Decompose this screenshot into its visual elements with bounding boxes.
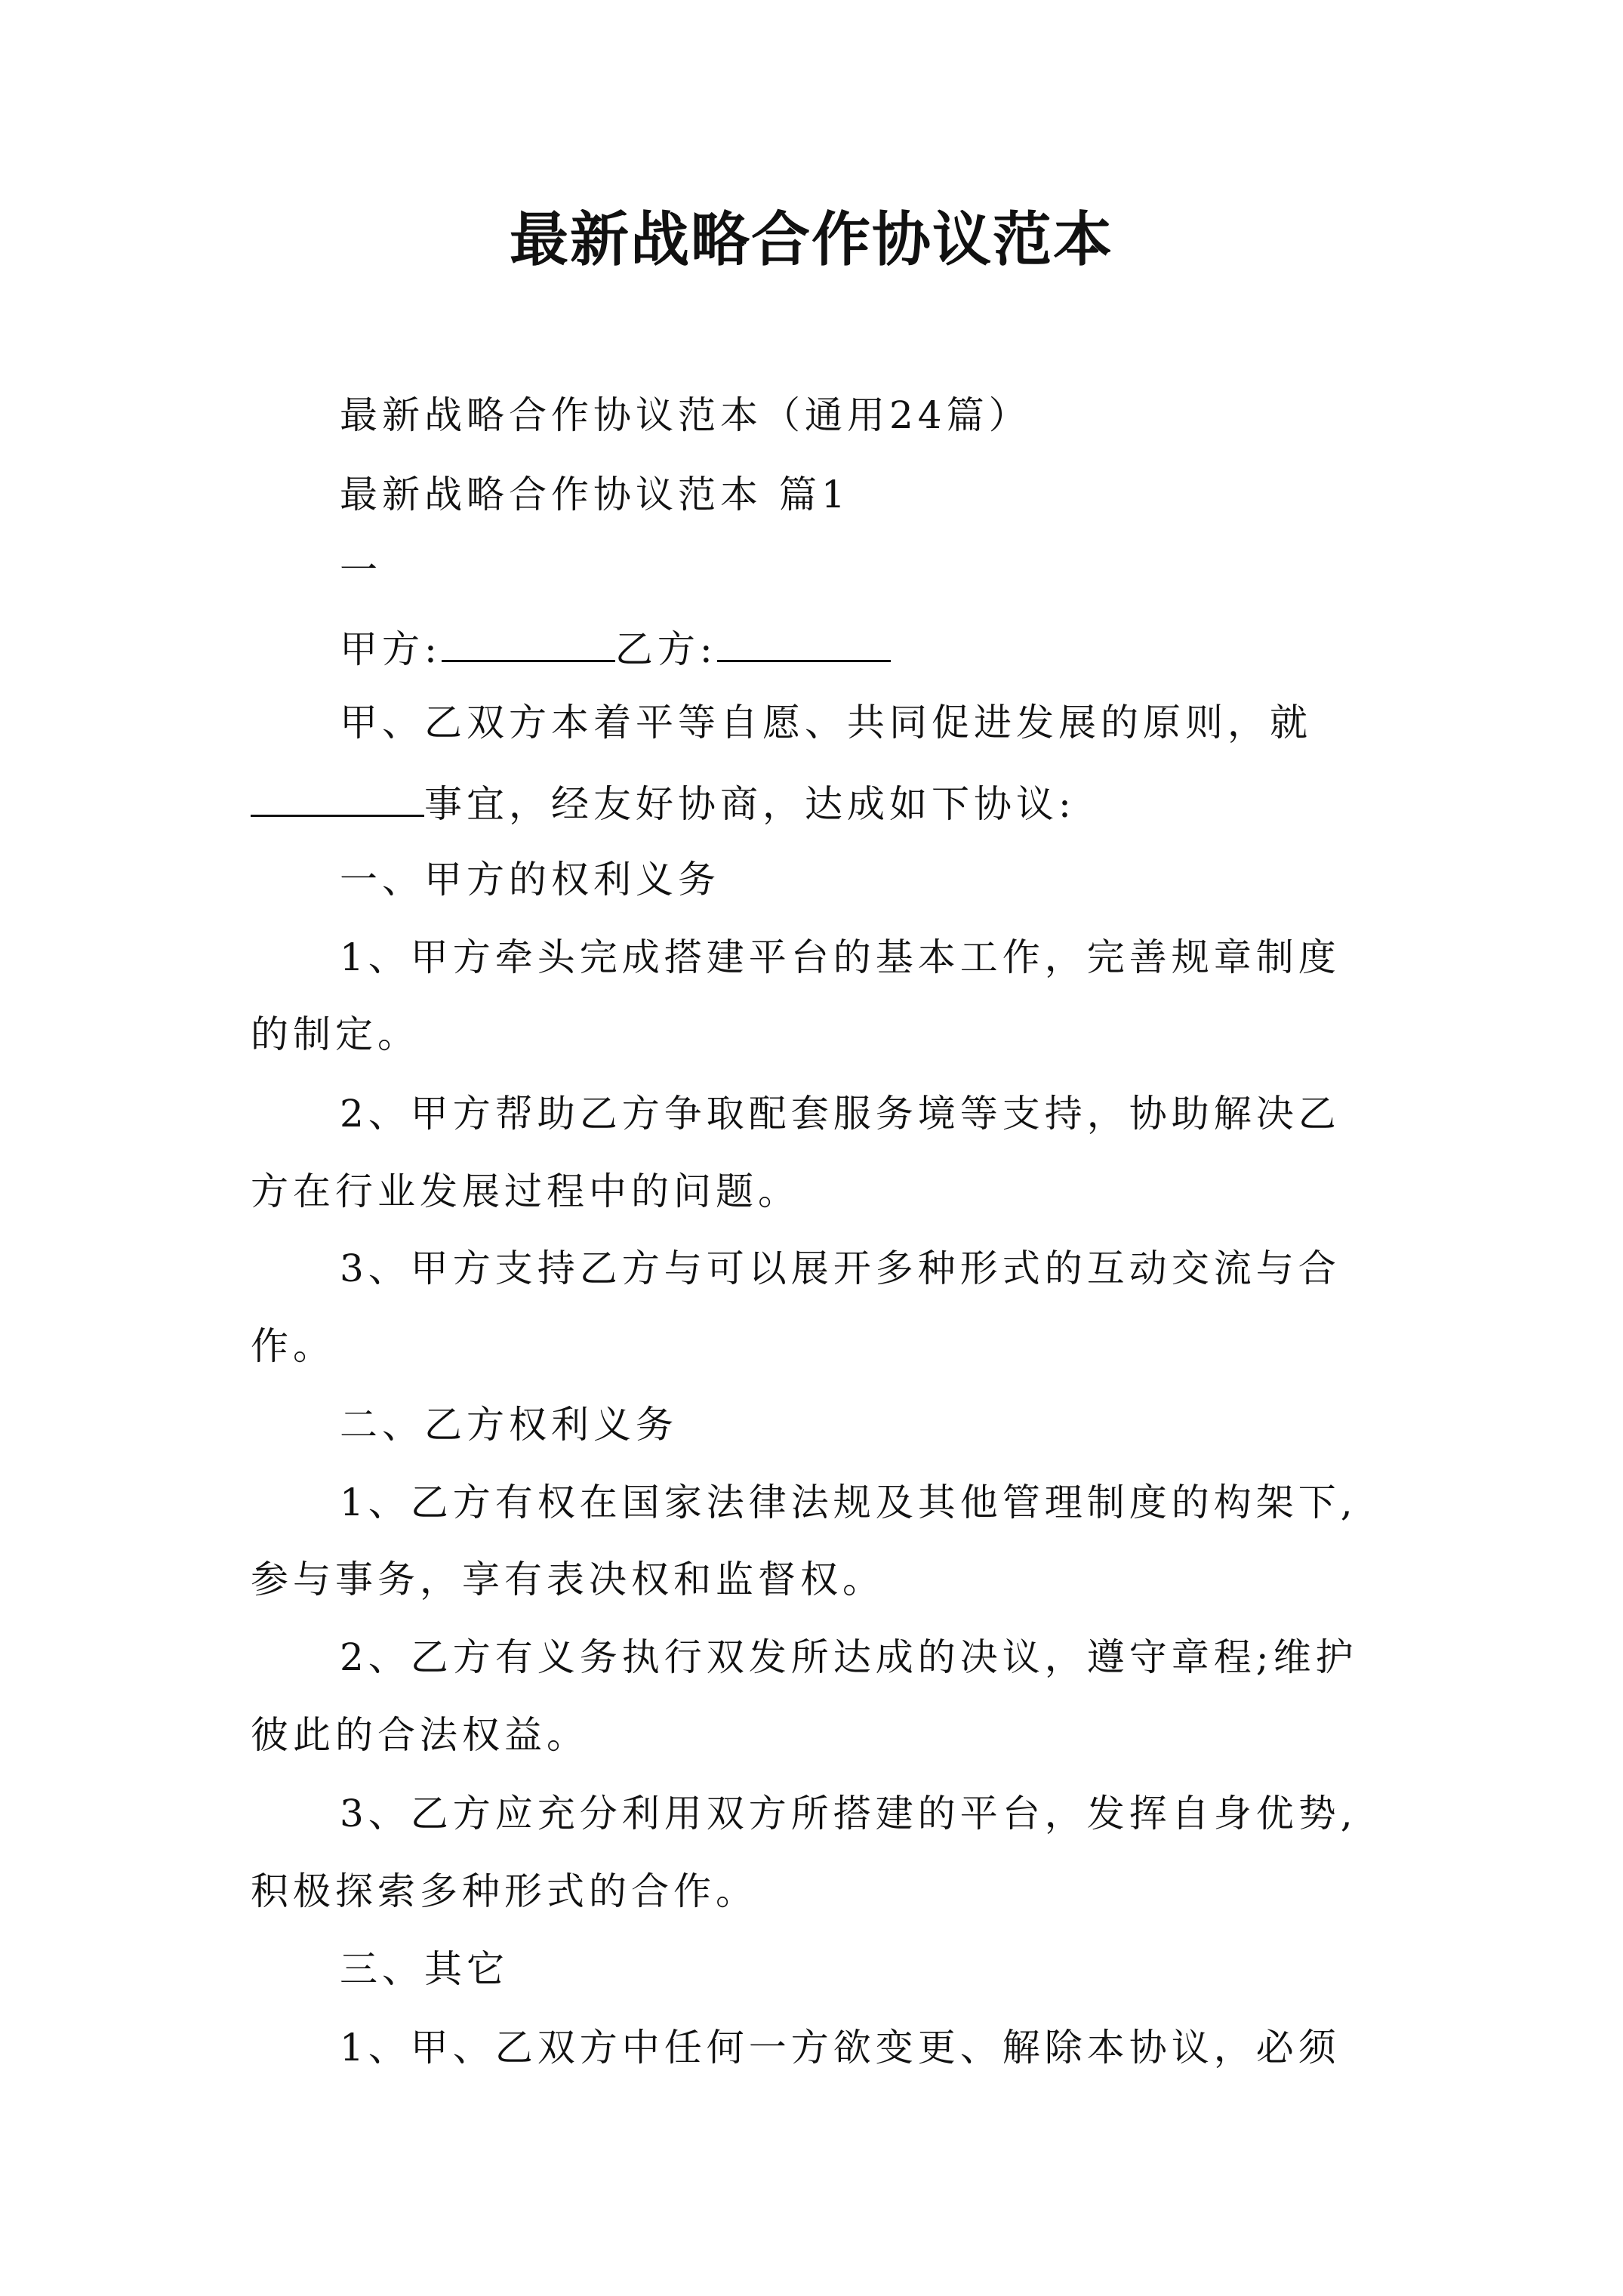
party-a-blank (442, 621, 615, 662)
clause-a3-line1: 3、甲方支持乙方与可以展开多种形式的互动交流与合 (340, 1247, 1341, 1290)
clause-b3-line2: 积极探索多种形式的合作。 (251, 1869, 758, 1913)
intro-line-1: 甲、乙双方本着平等自愿、共同促进发展的原则，就 (340, 701, 1312, 744)
document-subtitle: 最新战略合作协议范本（通用24篇） (340, 393, 1031, 437)
clause-a2-line2: 方在行业发展过程中的问题。 (251, 1170, 800, 1213)
clause-b2-line2: 彼此的合法权益。 (251, 1713, 589, 1757)
heading-party-a: 一、甲方的权利义务 (340, 858, 720, 901)
clause-a1-line2: 的制定。 (251, 1012, 420, 1056)
clause-c1-line1: 1、甲、乙双方中任何一方欲变更、解除本协议，必须 (340, 2026, 1341, 2069)
clause-a1-line1: 1、甲方牵头完成搭建平台的基本工作，完善规章制度 (340, 935, 1341, 979)
intro-line-2 (251, 775, 1076, 831)
section-heading: 最新战略合作协议范本 篇1 (340, 473, 850, 516)
intro-line-2-text: 事宜，经友好协商，达成如下协议: (424, 782, 1076, 826)
clause-b3-line1: 3、乙方应充分利用双方所搭建的平台，发挥自身优势, (340, 1792, 1357, 1835)
document-title: 最新战略合作协议范本 (509, 205, 1113, 274)
clause-b1-line2: 参与事务，享有表决权和监督权。 (251, 1558, 885, 1601)
clause-a2-line1: 2、甲方帮助乙方争取配套服务境等支持，协助解决乙 (340, 1092, 1341, 1136)
matter-blank (251, 775, 424, 817)
party-a-label: 甲方: (340, 627, 442, 671)
dash-marker: 一 (340, 548, 382, 592)
party-b-blank (717, 621, 891, 662)
party-b-label: 乙方: (614, 627, 717, 671)
clause-b1-line1: 1、乙方有权在国家法律法规及其他管理制度的构架下, (340, 1481, 1357, 1524)
heading-other: 三、其它 (340, 1947, 509, 1991)
clause-b2-line1: 2、乙方有义务执行双发所达成的决议，遵守章程;维护 (340, 1635, 1358, 1679)
heading-party-b: 二、乙方权利义务 (340, 1403, 678, 1447)
parties-line (340, 621, 891, 676)
clause-a3-line2: 作。 (251, 1324, 335, 1368)
